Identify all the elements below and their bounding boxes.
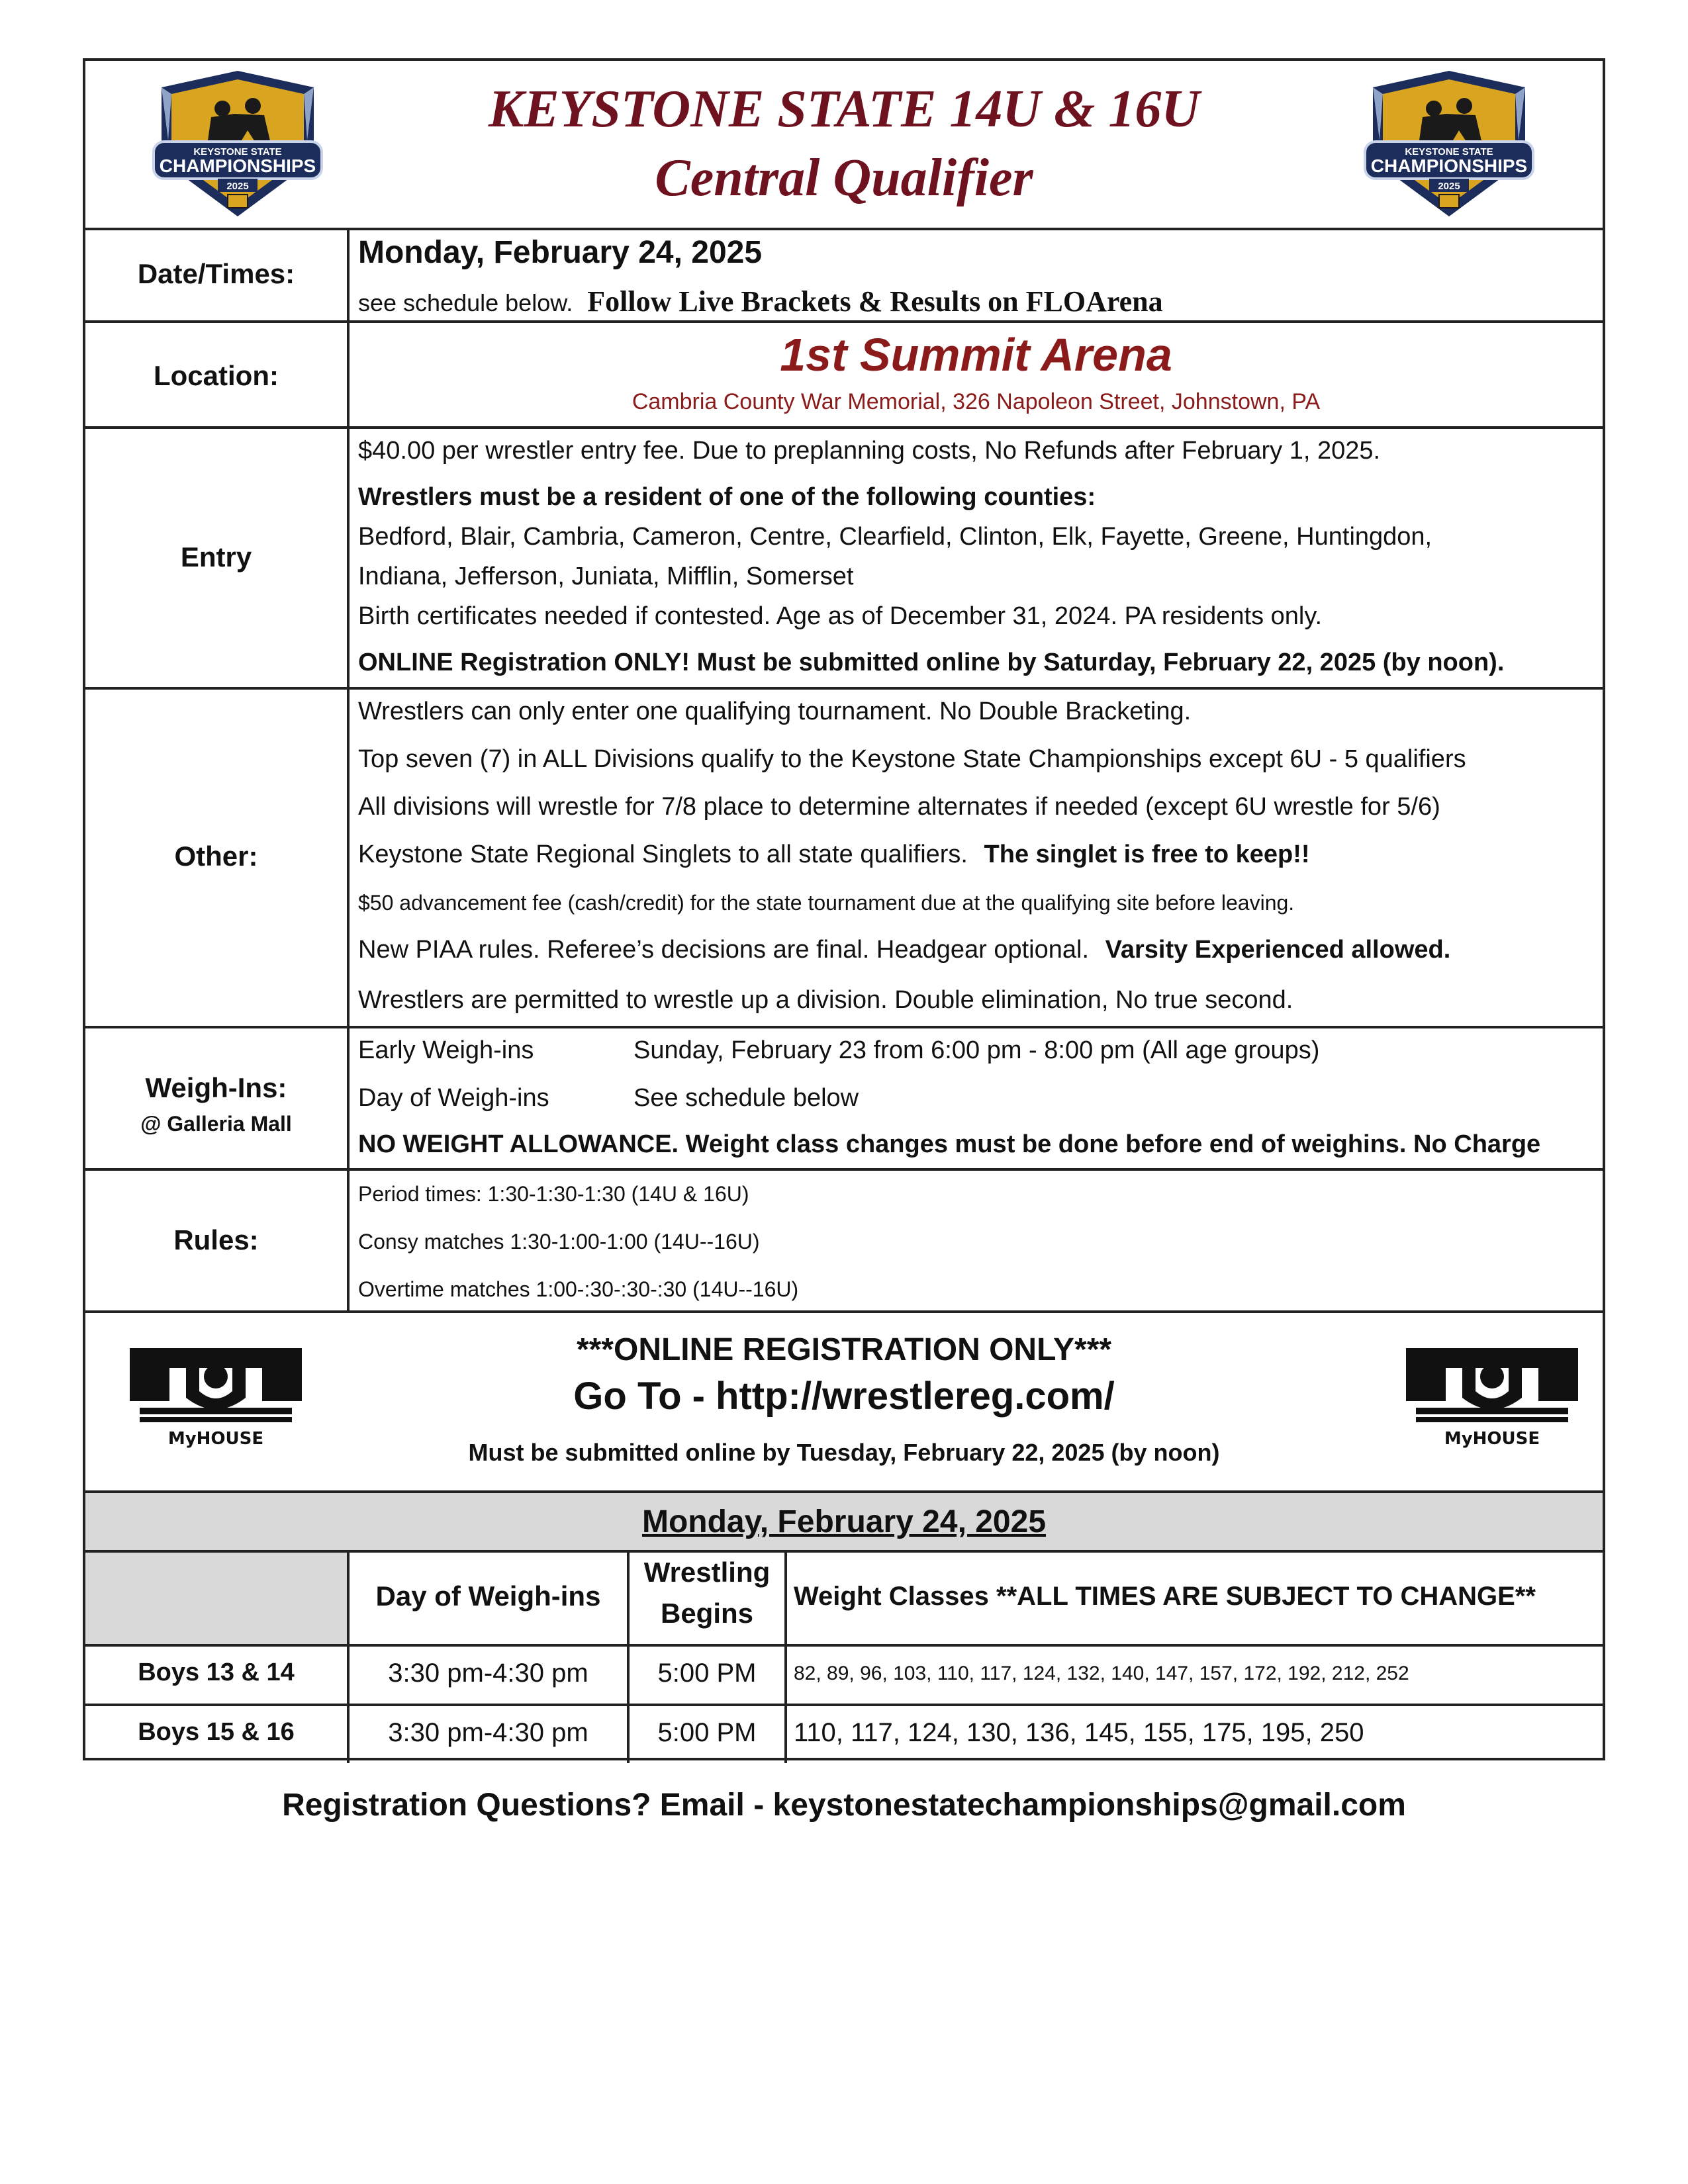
schedule-note (358, 285, 1163, 318)
col-header-wrestling: Wrestling (643, 1557, 771, 1588)
date-times-label: Date/Times: (137, 258, 295, 289)
other-line: Wrestlers are permitted to wrestle up a division. Double elimination, No true second. (358, 986, 1293, 1014)
rule-line: Overtime matches 1:00-:30-:30-:30 (14U--16U) (358, 1277, 799, 1301)
divider (85, 320, 1603, 323)
venue-name: 1st Summit Arena (780, 329, 1172, 381)
schedule-weighins-time: 3:30 pm-4:30 pm (388, 1659, 588, 1688)
weighins-location: @ Galleria Mall (140, 1112, 292, 1136)
schedule-weighins-time: 3:30 pm-4:30 pm (388, 1718, 588, 1747)
registration-deadline: Must be submitted online by Tuesday, February 22, 2025 (by noon) (468, 1439, 1220, 1466)
other-line: Wrestlers can only enter one qualifying tournament. No Double Bracketing. (358, 698, 1192, 725)
schedule-date-heading: Monday, February 24, 2025 (641, 1504, 1047, 1539)
day-weighins-label: Day of Weigh-ins (358, 1084, 549, 1112)
divider (85, 1644, 1603, 1647)
weighins-label: Weigh-Ins: (145, 1072, 287, 1103)
day-weighins-value: See schedule below (633, 1084, 859, 1112)
weight-allowance-note: NO WEIGHT ALLOWANCE. Weight class changes must be done before end of weighins. No Charge (358, 1130, 1541, 1158)
divider (85, 687, 1603, 690)
registration-link[interactable]: Go To - http://wrestlereg.com/ (573, 1375, 1115, 1418)
logo-text: CHAMPIONSHIPS (159, 156, 316, 176)
registration-questions: Registration Questions? Email - keystonestatechampionships@gmail.com (282, 1788, 1406, 1823)
page-title: KEYSTONE STATE 14U & 16U (488, 80, 1200, 138)
divider (85, 1704, 1603, 1706)
event-date: Monday, February 24, 2025 (358, 235, 763, 270)
other-line: All divisions will wrestle for 7/8 place to determine alternates if needed (except 6U wrestle for 5/6) (358, 793, 1440, 821)
logo-text: 2025 (1438, 181, 1460, 192)
counties-line-2: Indiana, Jefferson, Juniata, Mifflin, Somerset (358, 563, 854, 590)
location-label: Location: (154, 360, 279, 391)
online-registration-note: ONLINE Registration ONLY! Must be submitted online by Saturday, February 22, 2025 (by noon). (358, 649, 1505, 676)
rules-label: Rules: (173, 1224, 259, 1255)
floarena-note: Follow Live Brackets & Results on FLOArena (587, 285, 1163, 318)
rule-line: Consy matches 1:30-1:00-1:00 (14U--16U) (358, 1230, 760, 1253)
logo-text: MyHOUSE (167, 1429, 264, 1449)
schedule-begins-time: 5:00 PM (657, 1659, 757, 1688)
schedule-group: Boys 13 & 14 (138, 1659, 295, 1686)
divider (85, 426, 1603, 429)
schedule-note-text: see schedule below. (358, 289, 573, 316)
schedule-weight-classes: 110, 117, 124, 130, 136, 145, 155, 175, 195, 250 (794, 1718, 1364, 1747)
divider (85, 1168, 1603, 1171)
early-weighins-value: Sunday, February 23 from 6:00 pm - 8:00 pm (All age groups) (633, 1036, 1320, 1064)
counties-line-1: Bedford, Blair, Cambria, Cameron, Centre, Clearfield, Clinton, Elk, Fayette, Greene, Huntingdon, (358, 523, 1432, 551)
col-header-begins: Begins (660, 1598, 754, 1629)
col-header-weighins: Day of Weigh-ins (375, 1580, 601, 1612)
resident-heading: Wrestlers must be a resident of one of the following counties: (358, 483, 1096, 511)
logo-text: KEYSTONE STATE (193, 146, 282, 158)
flyer-table (83, 58, 1605, 1760)
page-subtitle: Central Qualifier (655, 149, 1033, 207)
entry-label: Entry (180, 541, 252, 572)
other-line (358, 936, 1450, 964)
schedule-begins-time: 5:00 PM (657, 1718, 757, 1747)
logo-text: 2025 (226, 181, 249, 192)
logo-text: CHAMPIONSHIPS (1370, 156, 1528, 176)
schedule-weight-classes: 82, 89, 96, 103, 110, 117, 124, 132, 140, 147, 157, 172, 192, 212, 252 (794, 1662, 1409, 1684)
entry-fee: $40.00 per wrestler entry fee. Due to preplanning costs, No Refunds after February 1, 2025. (358, 437, 1381, 465)
early-weighins-label: Early Weigh-ins (358, 1036, 534, 1064)
col-header-weights: Weight Classes **ALL TIMES ARE SUBJECT TO CHANGE** (794, 1582, 1536, 1611)
other-line: Top seven (7) in ALL Divisions qualify to the Keystone State Championships except 6U - 5 qualifiers (358, 745, 1466, 773)
schedule-group: Boys 15 & 16 (138, 1718, 295, 1746)
logo-text: KEYSTONE STATE (1405, 146, 1493, 158)
singlet-note: Keystone State Regional Singlets to all state qualifiers. (358, 841, 968, 868)
divider (85, 228, 1603, 230)
divider (85, 1310, 1603, 1313)
advancement-fee: $50 advancement fee (cash/credit) for the state tournament due at the qualifying site before leaving. (358, 891, 1295, 915)
birth-certificates: Birth certificates needed if contested. Age as of December 31, 2024. PA residents only. (358, 602, 1323, 630)
schedule-corner-cell (85, 1553, 347, 1644)
other-label: Other: (174, 841, 258, 872)
rule-line: Period times: 1:30-1:30-1:30 (14U & 16U) (358, 1182, 749, 1206)
logo-text: MyHOUSE (1444, 1429, 1540, 1449)
singlet-free-note: The singlet is free to keep!! (984, 841, 1310, 868)
varsity-note: Varsity Experienced allowed. (1105, 936, 1451, 964)
other-line (358, 841, 1310, 869)
column-divider (784, 1550, 787, 1763)
online-registration-heading: ***ONLINE REGISTRATION ONLY*** (576, 1332, 1112, 1367)
divider (85, 1026, 1603, 1028)
venue-address: Cambria County War Memorial, 326 Napoleon Street, Johnstown, PA (632, 389, 1321, 414)
piaa-rules-note: New PIAA rules. Referee’s decisions are final. Headgear optional. (358, 936, 1090, 964)
